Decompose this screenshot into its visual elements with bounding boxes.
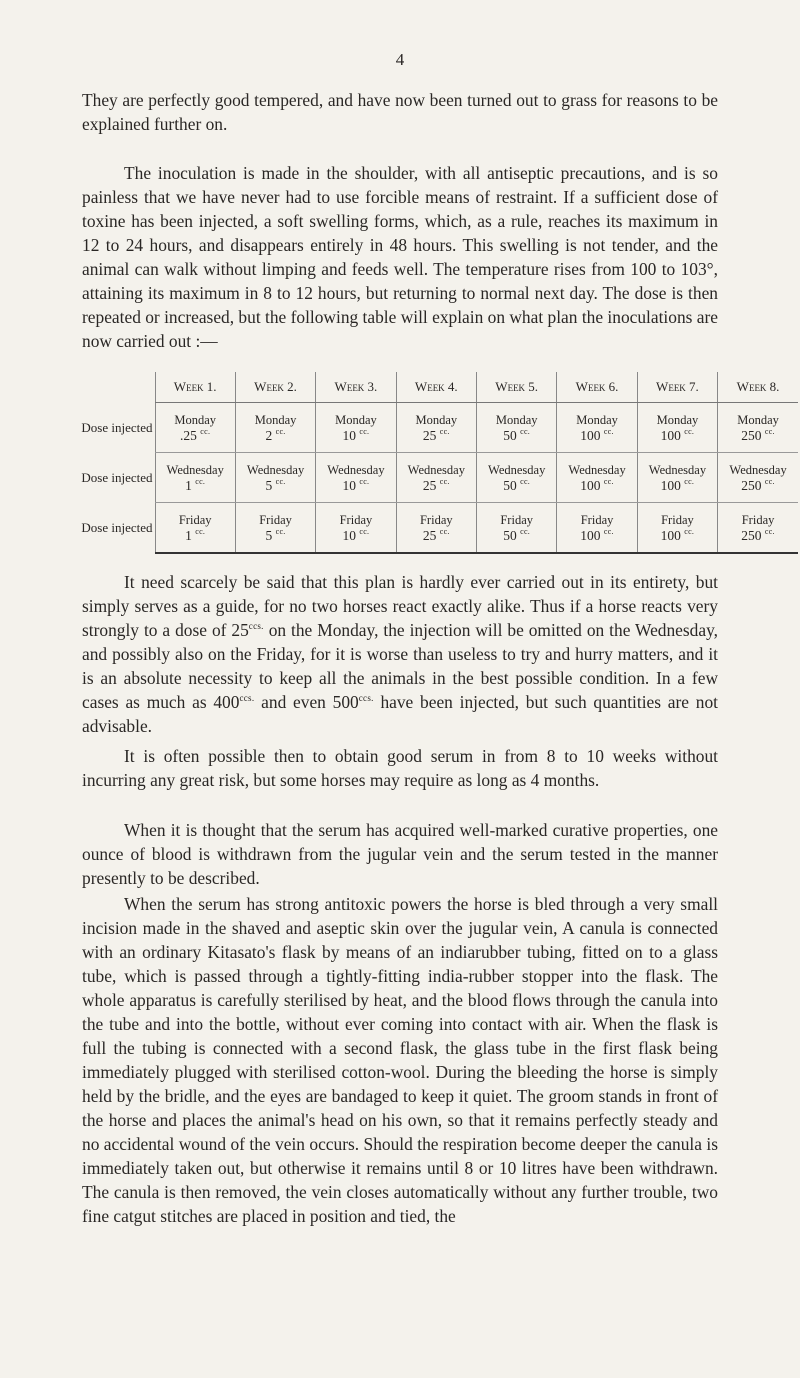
dose-day: Wednesday — [166, 462, 224, 477]
dose-unit: cc. — [764, 426, 775, 436]
week-header: Week 3. — [316, 372, 396, 403]
dose-day: Wednesday — [246, 462, 305, 477]
dose-value: 100 — [660, 477, 681, 493]
paragraph-3-part-a: It need scarcely be said that this plan is hardly ever carried out in its entirety, but simply serves as a guide, for no two horses react exactly alike. Thus if a horse reacts very strongly to a dose of 25 — [82, 572, 718, 640]
dose-cell — [637, 453, 717, 503]
dose-unit: cc. — [439, 526, 450, 536]
dose-cell — [637, 503, 717, 554]
dose-unit: cc. — [684, 526, 695, 536]
dose-day: Monday — [174, 412, 217, 427]
dose-day: Wednesday — [327, 462, 385, 477]
paragraph-3-part-c: and even 500 — [254, 692, 359, 712]
dose-amount — [236, 428, 315, 443]
dose-amount — [557, 428, 636, 443]
dose-amount — [638, 478, 717, 493]
dose-cell — [155, 453, 235, 503]
dose-unit: cc. — [603, 476, 614, 486]
dose-cell — [718, 503, 798, 554]
dose-day: Wednesday — [729, 462, 787, 477]
dose-amount — [156, 428, 235, 443]
dose-value: 1 — [185, 477, 192, 493]
week-header: Week 6. — [557, 372, 637, 403]
dose-cell — [557, 503, 637, 554]
dose-day: Friday — [178, 512, 212, 527]
paragraph-4: It is often possible then to obtain good serum in from 8 to 10 weeks without incurring any great risk, but some horses may require as long as 4 months. — [82, 746, 718, 790]
week-header: Week 2. — [235, 372, 315, 403]
dose-unit: cc. — [275, 526, 286, 536]
paragraph-1: They are perfectly good tempered, and have now been turned out to grass for reasons to be explained further on. — [82, 90, 718, 134]
paragraph-5: When it is thought that the serum has acquired well-marked curative properties, one ounce of blood is withdrawn from the jugular vein and the serum tested in the manner presently to be described. — [82, 820, 718, 888]
dose-value: 1 — [185, 527, 192, 543]
dose-unit: cc. — [275, 476, 286, 486]
dose-day: Friday — [339, 512, 373, 527]
dose-amount — [156, 478, 235, 493]
dose-amount — [156, 528, 235, 543]
dose-day: Monday — [254, 412, 297, 427]
dose-value: 25 — [422, 427, 437, 443]
dose-unit: cc. — [520, 476, 531, 486]
table-row — [22, 503, 798, 554]
dose-amount — [397, 428, 476, 443]
dose-amount — [638, 528, 717, 543]
week-header: Week 4. — [396, 372, 476, 403]
dose-amount — [718, 528, 798, 543]
dose-cell — [396, 453, 476, 503]
paragraph-6: When the serum has strong antitoxic powers the horse is bled through a very small incision made in the shaved and aseptic skin over the jugular vein, A canula is connected with an ordinary Kitasato's flask by means of an indiarubber tubing, fitted on to a glass tube, which is passed through a tightly-fitting india-rubber stopper into the flask. The whole apparatus is carefully sterilised by heat, and the blood flows through the canula into the tube and into the bottle, without ever coming into contact with air. When the flask is full the tubing is connected with a second flask, the glass tube in the first flask being immediately plugged with sterilised cotton-wool. During the bleeding the horse is simply held by the bridle, and the eyes are bandaged to keep it quiet. The groom stands in front of the horse and places the animal's head on his own, so that it remains perfectly steady and no accidental wound of the vein occurs. Should the respiration become deeper the canula is immediately taken out, but otherwise it remains until 8 or 10 litres have been withdrawn. The canula is then removed, the vein closes automatically without any further trouble, two fine catgut stitches are placed in position and tied, the — [82, 894, 718, 1226]
table-body — [22, 403, 798, 554]
dose-amount — [236, 528, 315, 543]
week-header: Week 7. — [637, 372, 717, 403]
dose-day: Friday — [661, 512, 694, 527]
dose-amount — [477, 478, 556, 493]
dose-value: 100 — [660, 427, 681, 443]
dose-cell — [477, 403, 557, 453]
row-label: Dose injected — [81, 520, 153, 536]
dose-value: 25 — [422, 477, 437, 493]
dose-value: 10 — [342, 477, 356, 493]
unit-superscript: ccs. — [248, 621, 264, 631]
row-label: Dose injected — [81, 470, 153, 485]
dose-day: Wednesday — [407, 462, 465, 477]
dose-value: 50 — [503, 427, 517, 443]
dose-unit: cc. — [439, 476, 450, 486]
dose-value: 50 — [503, 527, 517, 543]
dose-unit: cc. — [603, 526, 614, 536]
dose-unit: cc. — [195, 526, 206, 536]
dose-cell — [235, 503, 315, 554]
dose-value: 100 — [580, 427, 601, 443]
dose-amount — [557, 528, 636, 543]
dose-unit: cc. — [359, 426, 370, 436]
dose-cell — [396, 403, 476, 453]
table-row — [22, 453, 798, 503]
dose-value: 10 — [342, 527, 356, 543]
dose-unit: cc. — [684, 476, 695, 486]
dose-unit: cc. — [359, 476, 370, 486]
dose-day: Friday — [580, 512, 614, 527]
dose-cell — [396, 503, 476, 554]
dose-cell — [316, 503, 396, 554]
unit-superscript: ccs. — [239, 693, 255, 703]
dose-cell — [477, 453, 557, 503]
dose-cell — [155, 403, 235, 453]
dose-amount — [557, 478, 636, 493]
dose-value: 250 — [741, 527, 762, 543]
dose-amount — [316, 528, 395, 543]
dose-day: Friday — [259, 512, 292, 527]
dose-day: Monday — [495, 412, 538, 427]
dose-day: Friday — [741, 512, 775, 527]
table-corner — [22, 372, 155, 403]
dose-unit: cc. — [764, 476, 775, 486]
dose-day: Monday — [737, 412, 779, 427]
dose-amount — [718, 428, 798, 443]
dose-cell — [557, 453, 637, 503]
paragraph-3-part-d: have been injected, but such quantities are not advisable. — [82, 692, 719, 736]
dose-value: 2 — [265, 427, 273, 443]
dose-value: 250 — [741, 477, 762, 493]
dose-unit: cc. — [764, 526, 775, 536]
dose-day: Monday — [656, 412, 699, 427]
dose-unit: cc. — [359, 526, 370, 536]
dose-cell — [235, 403, 315, 453]
dose-unit: cc. — [195, 476, 206, 486]
dose-day: Monday — [576, 412, 618, 427]
dose-day: Monday — [335, 412, 377, 427]
dose-value: 100 — [580, 527, 601, 543]
dose-cell — [718, 403, 798, 453]
dose-value: 5 — [265, 477, 273, 493]
dose-amount — [397, 478, 476, 493]
dose-day: Wednesday — [568, 462, 626, 477]
dose-day: Friday — [500, 512, 533, 527]
dose-amount — [397, 528, 476, 543]
dose-amount — [638, 428, 717, 443]
dose-amount — [316, 428, 395, 443]
dose-cell — [316, 403, 396, 453]
dose-cell — [155, 503, 235, 554]
dose-value: .25 — [180, 427, 197, 443]
dose-unit: cc. — [603, 426, 614, 436]
row-label: Dose injected — [81, 420, 153, 435]
dose-unit: cc. — [520, 526, 531, 536]
dose-amount — [316, 478, 395, 493]
dose-value: 50 — [503, 477, 517, 493]
dose-value: 10 — [342, 427, 356, 443]
dose-unit: cc. — [684, 426, 695, 436]
dose-day: Wednesday — [648, 462, 707, 477]
dose-value: 250 — [741, 427, 762, 443]
dose-schedule-table — [22, 372, 798, 554]
dose-unit: cc. — [275, 426, 286, 436]
dose-amount — [477, 528, 556, 543]
dose-day: Wednesday — [488, 462, 546, 477]
week-header: Week 8. — [718, 372, 798, 403]
paragraph-2: The inoculation is made in the shoulder, with all antiseptic precautions, and is so painless that we have never had to use forcible means of restraint. If a sufficient dose of toxine has been injected, a soft swelling forms, which, as a rule, reaches its maximum in 12 to 24 hours, and disappears entirely in 48 hours. This swelling is not tender, and the animal can walk without limping and feeds well. The temperature rises from 100 to 103°, attaining its maximum in 8 to 12 hours, but returning to normal next day. The dose is then repeated or increased, but the following table will explain on what plan the inoculations are now carried out :— — [82, 163, 718, 351]
dose-cell — [637, 403, 717, 453]
dose-amount — [236, 478, 315, 493]
dose-amount — [718, 478, 798, 493]
dose-amount — [477, 428, 556, 443]
dose-cell — [235, 453, 315, 503]
dose-cell — [557, 403, 637, 453]
page-number: 4 — [395, 50, 405, 69]
dose-unit: cc. — [520, 426, 531, 436]
paragraph-3 — [82, 570, 718, 738]
dose-day: Friday — [419, 512, 453, 527]
dose-value: 100 — [660, 527, 681, 543]
dose-unit: cc. — [200, 426, 211, 436]
dose-value: 5 — [265, 527, 273, 543]
unit-superscript: ccs. — [358, 693, 374, 703]
table-header-row — [22, 372, 798, 403]
dose-value: 100 — [580, 477, 601, 493]
paragraph-3-part-b: on the Monday, the injection will be omitted on the Wednesday, and possibly also on the Friday, for it is worse than useless to try and hurry matters, and it is an absolute necessity to keep all the animals in the best possible condition. In a few cases as much as 400 — [82, 620, 718, 712]
week-header: Week 5. — [477, 372, 557, 403]
table-row — [22, 403, 798, 453]
dose-cell — [718, 453, 798, 503]
dose-cell — [316, 453, 396, 503]
dose-unit: cc. — [439, 426, 450, 436]
dose-cell — [477, 503, 557, 554]
week-header: Week 1. — [155, 372, 235, 403]
dose-value: 25 — [422, 527, 437, 543]
dose-day: Monday — [415, 412, 458, 427]
